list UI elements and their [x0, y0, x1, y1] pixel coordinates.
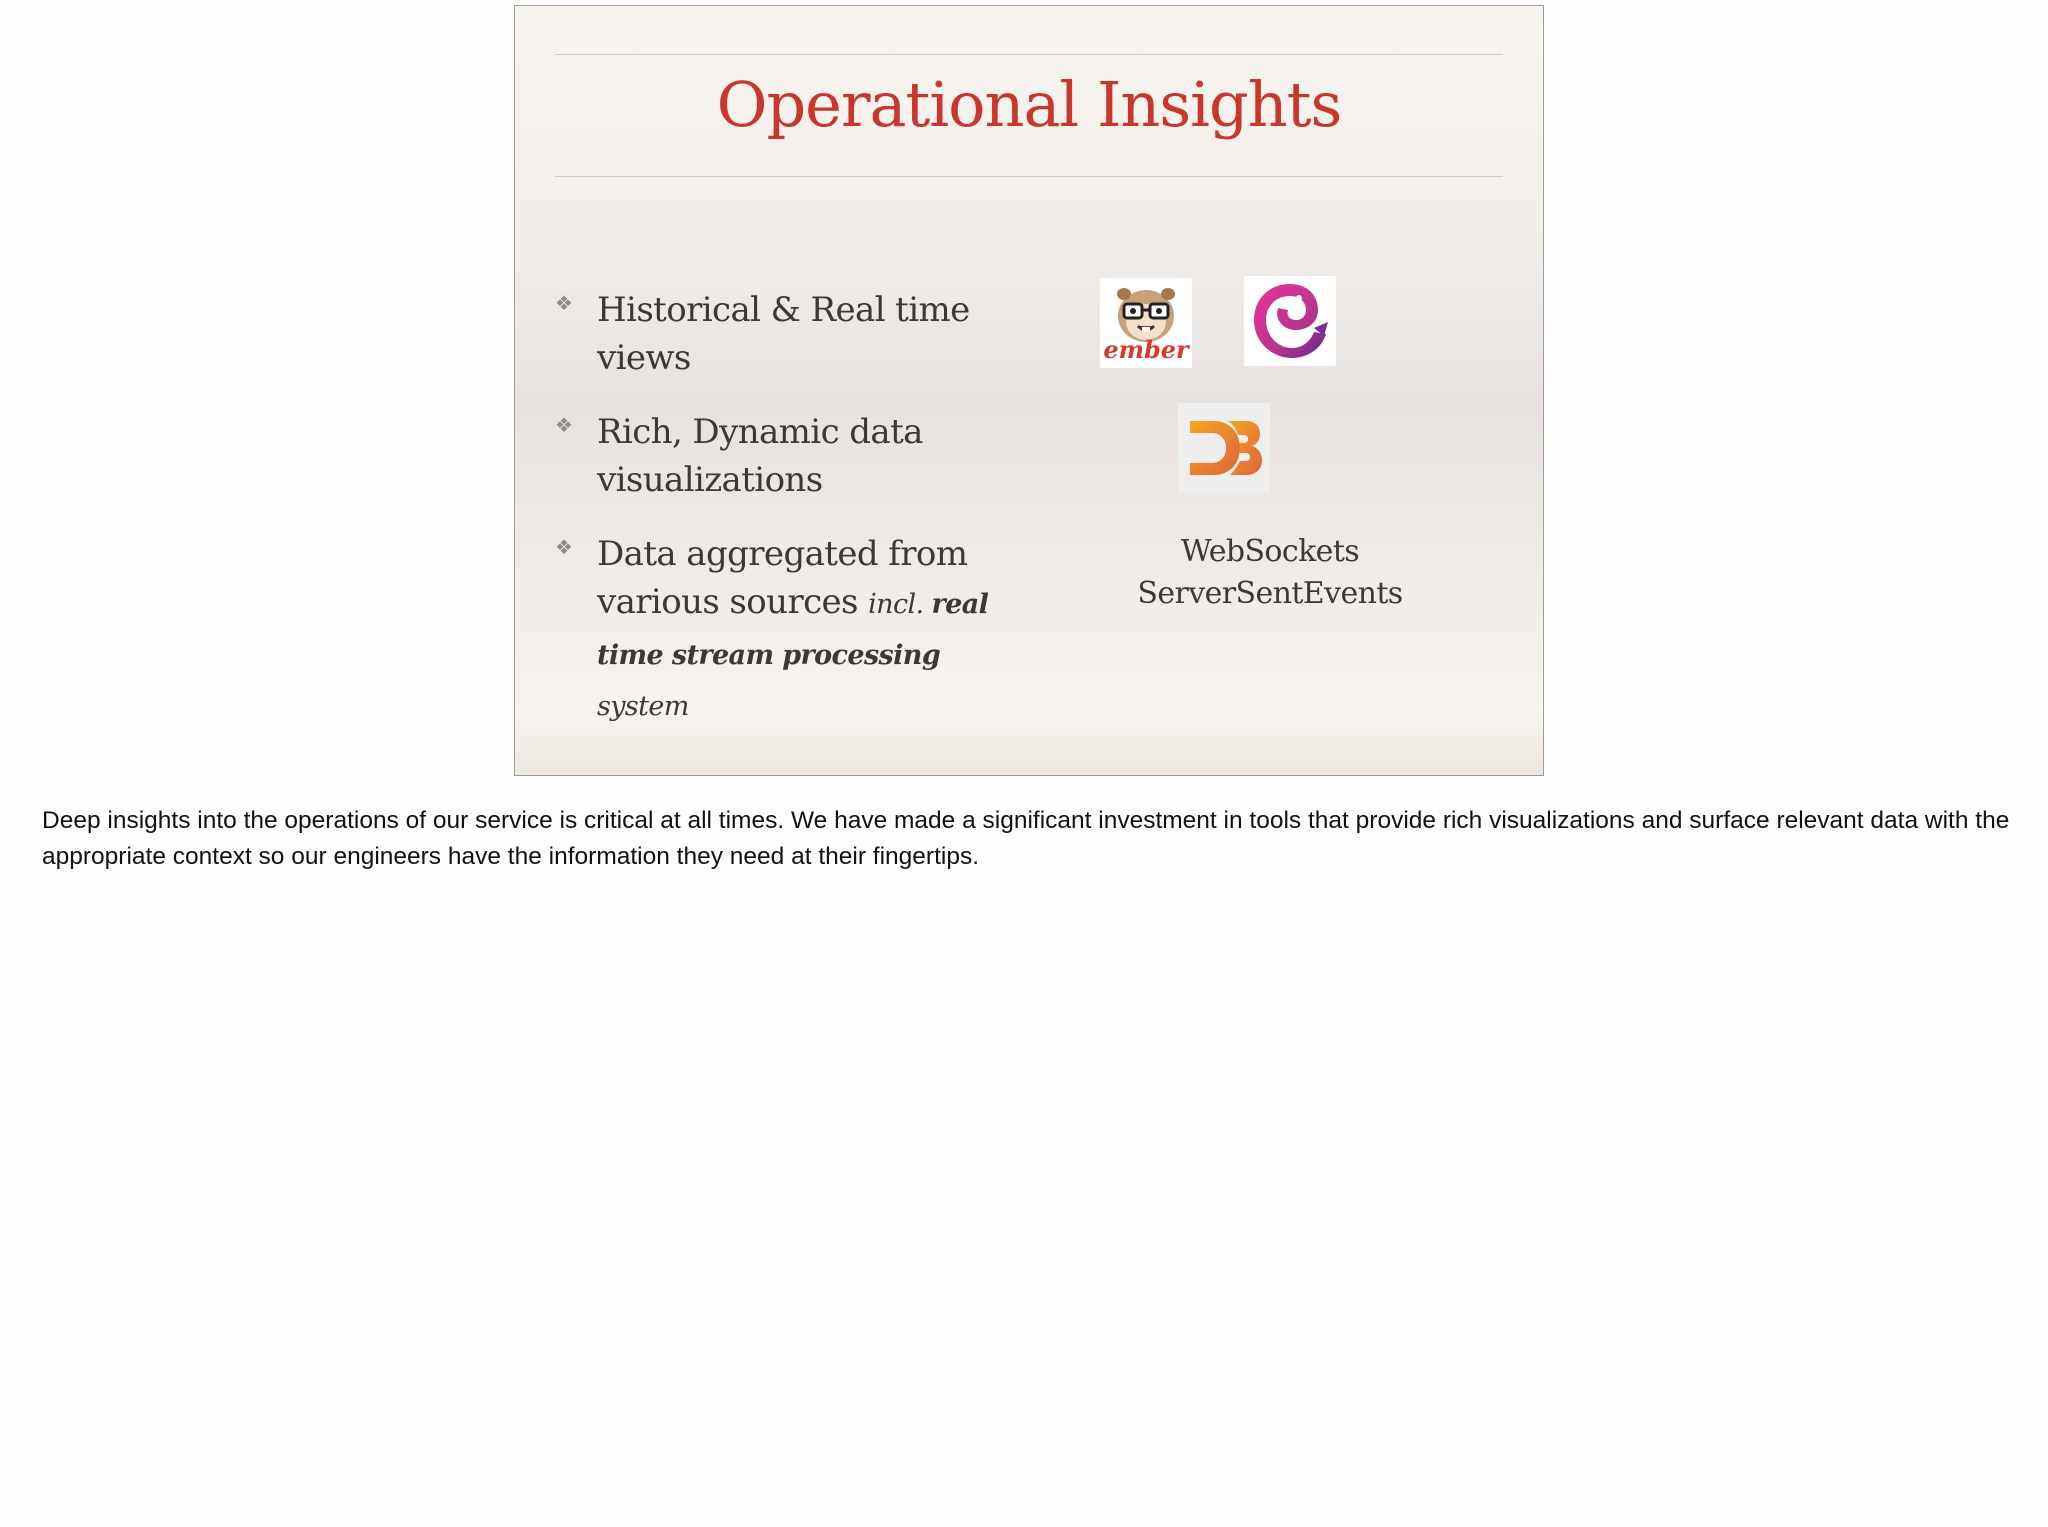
slide-title: Operational Insights — [716, 68, 1342, 141]
slide — [514, 5, 1544, 776]
bullet-item — [555, 530, 1025, 731]
ember-logo — [1100, 278, 1192, 368]
title-rule-top — [555, 54, 1503, 55]
bullet-text: Rich, Dynamic data visualizations — [597, 412, 923, 500]
bullet-item — [555, 286, 1025, 382]
d3-logo — [1178, 403, 1270, 493]
bullet-text: Historical & Real time views — [597, 290, 970, 378]
bullet-item — [555, 408, 1025, 504]
bullet-icon: ❖ — [555, 291, 573, 315]
bullet-text-emphasis: real time stream processing — [597, 589, 989, 671]
tech-websockets: WebSockets — [1180, 534, 1360, 569]
reactivex-logo — [1244, 276, 1336, 366]
tech-server-sent-events: ServerSentEvents — [1137, 576, 1403, 611]
speaker-notes: Deep insights into the operations of our service is critical at all times. We have made a significant investment in tools that provide rich visualizations and surface relevant data with the appropriate context so our engineers have the information they need at their fingertips. — [42, 807, 2010, 870]
bullet-text-system: system — [597, 691, 689, 722]
bullet-text-main: Data aggregated from various sources — [597, 534, 968, 622]
svg-text:ember: ember — [1103, 335, 1189, 364]
bullet-text-incl: incl. — [868, 589, 932, 620]
bullet-icon: ❖ — [555, 535, 573, 559]
title-rule-bottom — [555, 176, 1503, 177]
reactivex-eel-icon — [1244, 276, 1336, 366]
ember-mascot-icon — [1100, 278, 1192, 368]
d3-icon — [1178, 403, 1270, 493]
bullet-list — [555, 286, 1025, 757]
bullet-icon: ❖ — [555, 413, 573, 437]
bullet-text — [597, 534, 988, 724]
